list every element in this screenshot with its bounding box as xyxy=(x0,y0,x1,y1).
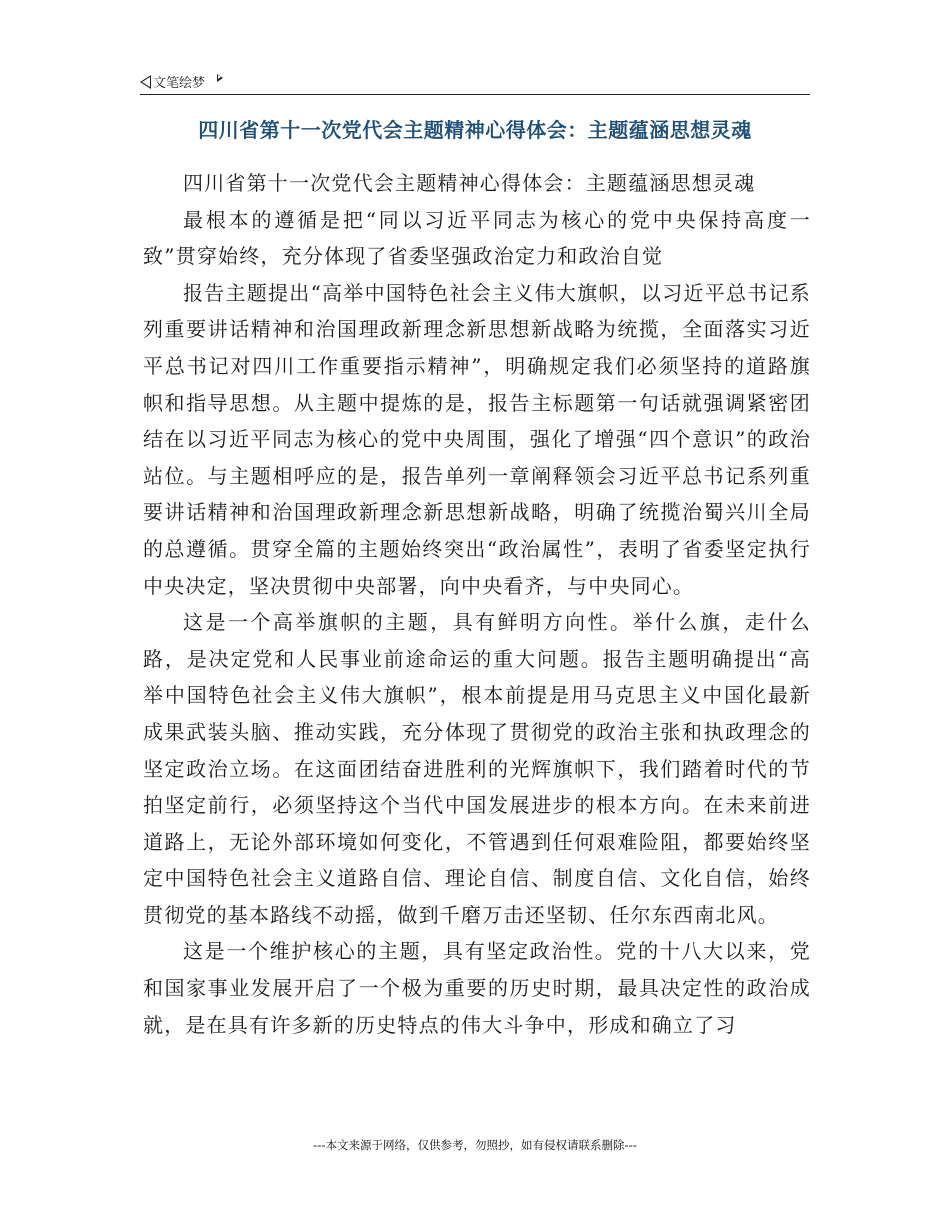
page-header xyxy=(140,70,810,95)
paragraph: 最根本的遵循是把“同以习近平同志为核心的党中央保持高度一致”贯穿始终，充分体现了省委坚强政治定力和政治自觉 xyxy=(143,207,811,269)
brand xyxy=(140,72,223,91)
paragraph: 这是一个维护核心的主题，具有坚定政治性。党的十八大以来，党和国家事业发展开启了一个极为重要的历史时期，最具决定性的政治成就，是在具有许多新的历史特点的伟大斗争中，形成和确立了习 xyxy=(143,939,811,1037)
paragraph: 四川省第十一次党代会主题精神心得体会：主题蕴涵思想灵魂 xyxy=(183,171,756,195)
paragraph: 这是一个高举旗帜的主题，具有鲜明方向性。举什么旗，走什么路，是决定党和人民事业前途命运的重大问题。报告主题明确提出“高举中国特色社会主义伟大旗帜”，根本前提是用马克思主义中国化最新成果武装头脑、推动实践，充分体现了贯彻党的政治主张和执政理念的坚定政治立场。在这面团结奋进胜利的光辉旗帜下，我们踏着时代的节拍坚定前行，必须坚持这个当代中国发展进步的根本方向。在未来前进道路上，无论外部环境如何变化，不管遇到任何艰难险阻，都要始终坚定中国特色社会主义道路自信、理论自信、制度自信、文化自信，始终贯彻党的基本路线不动摇，做到千磨万击还坚韧、任尔东西南北风。 xyxy=(143,610,811,927)
left-triangle-icon xyxy=(140,75,151,89)
disclaimer-footer: ---本文来源于网络，仅供参考，勿照抄，如有侵权请联系删除--- xyxy=(313,1138,637,1152)
right-triangle-icon xyxy=(217,74,223,82)
brand-name: 文笔绘梦 xyxy=(153,76,206,91)
document-title: 四川省第十一次党代会主题精神心得体会：主题蕴涵思想灵魂 xyxy=(198,118,752,142)
paragraph: 报告主题提出“高举中国特色社会主义伟大旗帜，以习近平总书记系列重要讲话精神和治国理政新理念新思想新战略为统揽，全面落实习近平总书记对四川工作重要指示精神”，明确规定我们必须坚持的道路旗帜和指导思想。从主题中提炼的是，报告主标题第一句话就强调紧密团结在以习近平同志为核心的党中央周围，强化了增强“四个意识”的政治站位。与主题相呼应的是，报告单列一章阐释领会习近平总书记系列重要讲话精神和治国理政新理念新思想新战略，明确了统揽治蜀兴川全局的总遵循。贯穿全篇的主题始终突出“政治属性”，表明了省委坚定执行中央决定，坚决贯彻中央部署，向中央看齐，与中央同心。 xyxy=(143,280,811,598)
document-body xyxy=(143,165,811,1043)
